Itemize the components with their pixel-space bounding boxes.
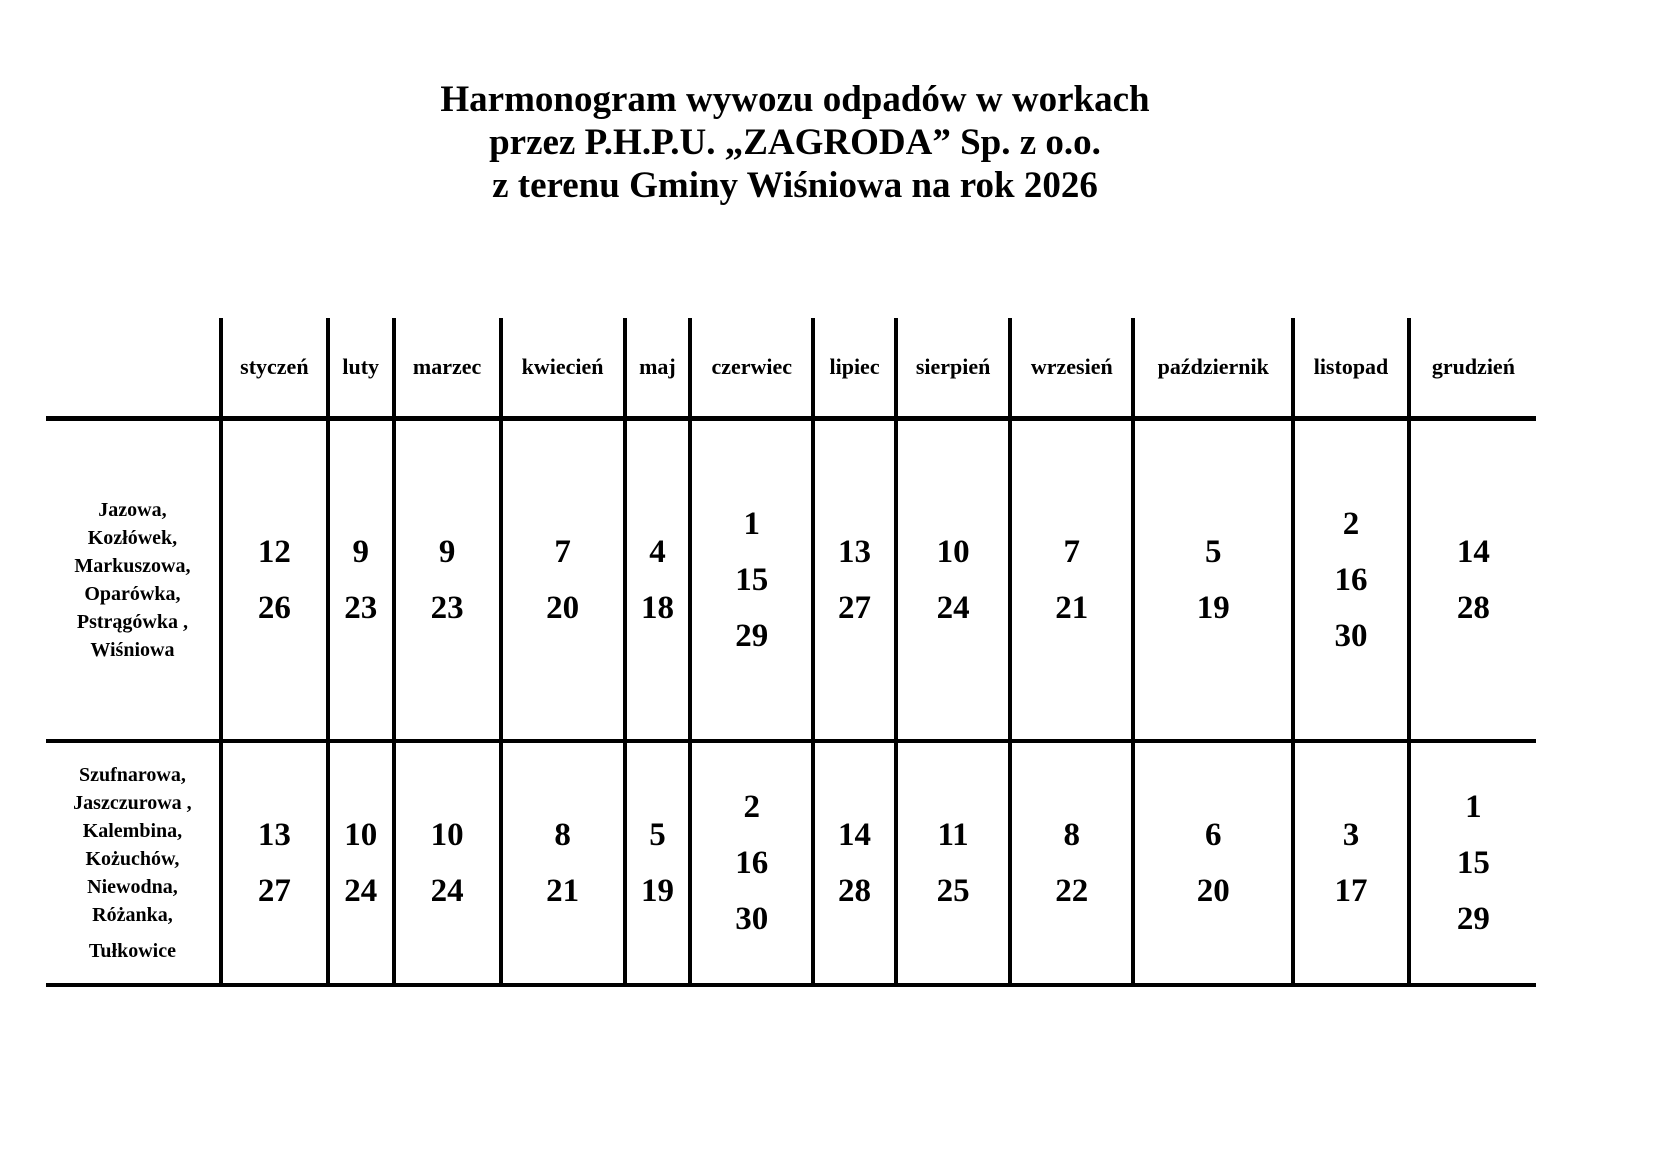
collection-day: 24 xyxy=(936,590,970,626)
month-header: kwiecień xyxy=(501,318,625,419)
date-cell xyxy=(1133,419,1293,742)
date-cell xyxy=(501,741,625,985)
month-header-row xyxy=(46,318,1536,419)
date-cell xyxy=(1409,419,1536,742)
collection-day: 25 xyxy=(936,873,970,909)
collection-day: 21 xyxy=(546,873,580,909)
collection-day: 20 xyxy=(546,590,580,626)
collection-day: 30 xyxy=(735,901,769,937)
location-name: Oparówka, xyxy=(84,583,181,605)
collection-day: 7 xyxy=(1063,534,1081,570)
collection-day: 24 xyxy=(344,873,378,909)
title-line-2: przez P.H.P.U. „ZAGRODA” Sp. z o.o. xyxy=(489,122,1101,163)
collection-day: 16 xyxy=(1334,562,1368,598)
schedule-table xyxy=(46,318,1536,987)
collection-day: 11 xyxy=(937,817,969,853)
month-header: październik xyxy=(1133,318,1293,419)
collection-day: 23 xyxy=(430,590,464,626)
collection-day: 21 xyxy=(1055,590,1089,626)
header-corner xyxy=(46,318,221,419)
location-cell xyxy=(46,741,221,985)
collection-day: 8 xyxy=(1063,817,1081,853)
date-cell xyxy=(328,419,394,742)
collection-day: 27 xyxy=(838,590,872,626)
collection-day: 5 xyxy=(1204,534,1222,570)
collection-day: 29 xyxy=(735,618,769,654)
table-row xyxy=(46,419,1536,742)
location-name: Różanka, xyxy=(92,904,173,926)
date-cell xyxy=(625,419,691,742)
location-cell xyxy=(46,419,221,742)
collection-day: 20 xyxy=(1196,873,1230,909)
location-name: Jaszczurowa , xyxy=(73,792,192,814)
collection-day: 2 xyxy=(743,789,760,825)
collection-day: 30 xyxy=(1334,618,1368,654)
month-header: grudzień xyxy=(1409,318,1536,419)
collection-day: 9 xyxy=(352,534,369,570)
collection-day: 14 xyxy=(838,817,872,853)
collection-day: 19 xyxy=(1196,590,1230,626)
title-line-1: Harmonogram wywozu odpadów w workach xyxy=(440,79,1150,120)
location-name: Szufnarowa, xyxy=(78,764,186,786)
table-row xyxy=(46,741,1536,985)
month-header: wrzesień xyxy=(1010,318,1133,419)
date-cell xyxy=(221,741,328,985)
collection-day: 9 xyxy=(438,534,456,570)
collection-day: 5 xyxy=(649,817,666,853)
month-header: styczeń xyxy=(221,318,328,419)
location-name: Kożuchów, xyxy=(85,848,180,870)
location-name: Pstrągówka , xyxy=(76,611,188,633)
collection-day: 13 xyxy=(838,534,872,570)
month-header: lipiec xyxy=(813,318,896,419)
date-cell xyxy=(1293,741,1409,985)
collection-day: 6 xyxy=(1204,817,1222,853)
document-title xyxy=(0,78,1590,207)
collection-day: 16 xyxy=(735,845,769,881)
collection-day: 18 xyxy=(640,590,674,626)
collection-day: 10 xyxy=(430,817,464,853)
date-cell xyxy=(813,419,896,742)
date-cell xyxy=(501,419,625,742)
collection-day: 8 xyxy=(554,817,571,853)
collection-day: 3 xyxy=(1342,817,1360,853)
month-header: czerwiec xyxy=(690,318,813,419)
month-header: luty xyxy=(328,318,394,419)
month-header: maj xyxy=(625,318,691,419)
date-cell xyxy=(1010,419,1133,742)
collection-day: 4 xyxy=(649,534,666,570)
location-name: Markuszowa, xyxy=(74,555,191,577)
date-cell xyxy=(813,741,896,985)
date-cell xyxy=(328,741,394,985)
collection-day: 2 xyxy=(1342,506,1360,542)
collection-day: 26 xyxy=(257,590,291,626)
collection-day: 29 xyxy=(1456,901,1490,937)
date-cell xyxy=(690,741,813,985)
date-cell xyxy=(394,741,501,985)
location-name: Kalembina, xyxy=(82,820,183,842)
collection-day: 13 xyxy=(257,817,291,853)
collection-day: 28 xyxy=(838,873,872,909)
collection-day: 22 xyxy=(1055,873,1089,909)
month-header: sierpień xyxy=(896,318,1010,419)
date-cell xyxy=(690,419,813,742)
date-cell xyxy=(1010,741,1133,985)
month-header: marzec xyxy=(394,318,501,419)
title-line-3: z terenu Gminy Wiśniowa na rok 2026 xyxy=(492,165,1098,206)
collection-day: 1 xyxy=(743,506,760,542)
collection-day: 15 xyxy=(1456,845,1490,881)
collection-day: 17 xyxy=(1334,873,1368,909)
collection-day: 19 xyxy=(640,873,674,909)
location-name: Tułkowice xyxy=(88,940,176,962)
date-cell xyxy=(1409,741,1536,985)
date-cell xyxy=(1133,741,1293,985)
collection-day: 28 xyxy=(1456,590,1490,626)
collection-day: 23 xyxy=(344,590,378,626)
collection-day: 24 xyxy=(430,873,464,909)
date-cell xyxy=(625,741,691,985)
location-name: Wiśniowa xyxy=(90,639,175,661)
collection-day: 10 xyxy=(936,534,970,570)
date-cell xyxy=(896,419,1010,742)
date-cell xyxy=(221,419,328,742)
collection-day: 15 xyxy=(735,562,769,598)
date-cell xyxy=(896,741,1010,985)
collection-day: 14 xyxy=(1456,534,1490,570)
location-name: Jazowa, xyxy=(98,499,167,521)
collection-day: 7 xyxy=(554,534,571,570)
location-name: Kozłówek, xyxy=(87,527,178,549)
date-cell xyxy=(1293,419,1409,742)
month-header: listopad xyxy=(1293,318,1409,419)
collection-day: 27 xyxy=(257,873,291,909)
date-cell xyxy=(394,419,501,742)
collection-day: 1 xyxy=(1465,789,1482,825)
collection-day: 12 xyxy=(257,534,291,570)
location-name: Niewodna, xyxy=(87,876,178,898)
collection-day: 10 xyxy=(344,817,378,853)
